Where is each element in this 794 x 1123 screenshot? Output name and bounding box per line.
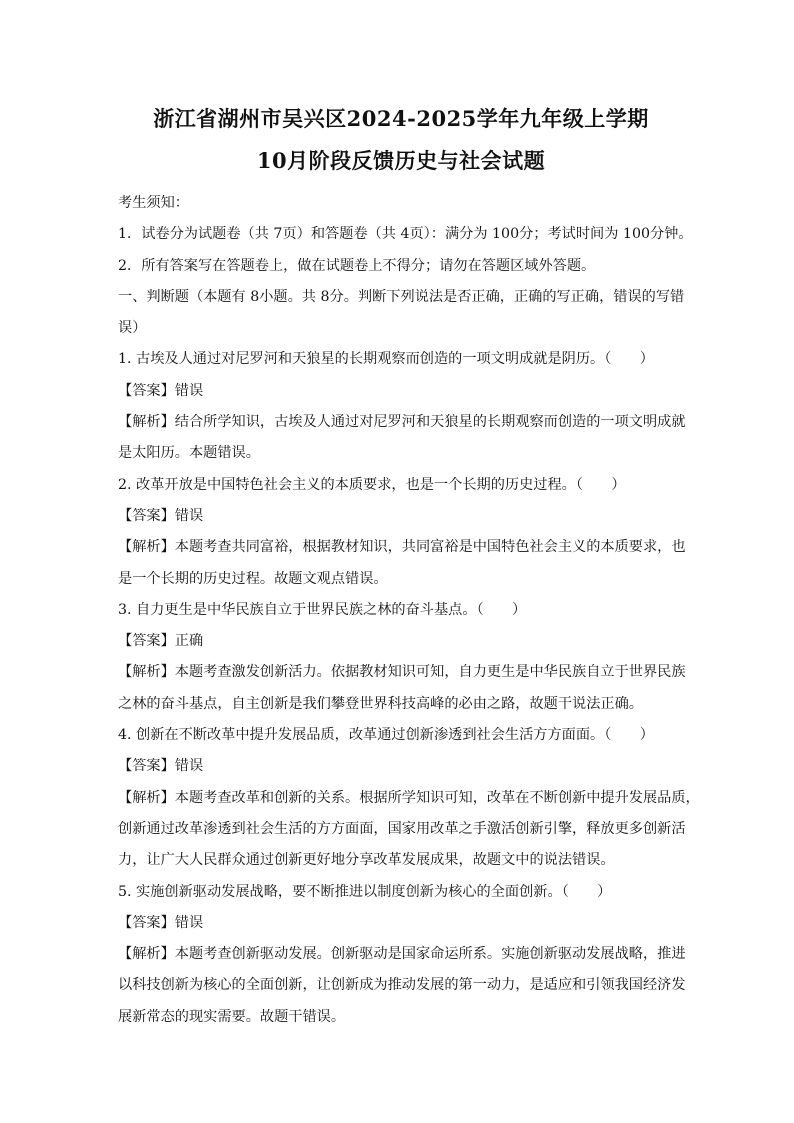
question-text: 4. 创新在不断改革中提升发展品质，改革通过创新渗透到社会生活方方面面。（ ）	[118, 727, 654, 744]
notice-item-1: 1．试卷分为试题卷（共 7页）和答题卷（共 4页）：满分为 100分；考试时间为 100分钟。	[118, 226, 693, 243]
analysis-text: 【解析】本题考查创新驱动发展。创新驱动是国家命运所系。实施创新驱动发展战略，推进	[118, 946, 686, 963]
notice-item-2: 2．所有答案写在答题卷上，做在试题卷上不得分；请勿在答题区域外答题。	[118, 257, 596, 274]
question-block-4	[118, 720, 700, 876]
analysis-text: 展新常态的现实需要。故题干错误。	[118, 1008, 346, 1025]
section-heading-line-1: 一、判断题（本题有 8小题。共 8分。判断下列说法是否正确，正确的写正确，错误的写错	[118, 288, 685, 305]
answer-text: 【答案】错误	[118, 758, 204, 775]
question-block-3	[118, 595, 684, 720]
question-text: 1. 古埃及人通过对尼罗河和天狼星的长期观察而创造的一项文明成就是阴历。（ ）	[118, 351, 654, 368]
analysis-text: 【解析】结合所学知识，古埃及人通过对尼罗河和天狼星的长期观察而创造的一项文明成就	[118, 414, 686, 431]
answer-text: 【答案】错误	[118, 507, 204, 524]
question-text: 5. 实施创新驱动发展战略，要不断推进以制度创新为核心的全面创新。（ ）	[118, 883, 612, 900]
analysis-text: 【解析】本题考查改革和创新的关系。根据所学知识可知，改革在不断创新中提升发展品质，	[118, 789, 700, 806]
question-block-5	[118, 877, 684, 1033]
document-title-line-2: 10月阶段反馈历史与社会试题	[256, 148, 546, 173]
notice-heading: 考生须知：	[118, 195, 189, 211]
question-text: 2. 改革开放是中国特色社会主义的本质要求，也是一个长期的历史过程。（ ）	[118, 476, 626, 493]
analysis-text: 是一个长期的历史过程。故题文观点错误。	[118, 570, 388, 587]
question-block-1	[118, 344, 684, 469]
document-title-line-1: 浙江省湖州市吴兴区2024-2025学年九年级上学期	[153, 106, 649, 131]
question-block-2	[118, 470, 684, 595]
analysis-text: 以科技创新为核心的全面创新，让创新成为推动发展的第一动力，是适应和引领我国经济发	[118, 977, 686, 994]
answer-text: 【答案】错误	[118, 914, 204, 931]
answer-text: 【答案】正确	[118, 633, 204, 650]
answer-text: 【答案】错误	[118, 382, 204, 399]
question-text: 3. 自力更生是中华民族自立于世界民族之林的奋斗基点。（ ）	[118, 601, 527, 618]
analysis-text: 是太阳历。本题错误。	[118, 445, 260, 462]
analysis-text: 创新通过改革渗透到社会生活的方方面面，国家用改革之手激活创新引擎，释放更多创新活	[118, 820, 686, 837]
analysis-text: 之林的奋斗基点，自主创新是我们攀登世界科技高峰的必由之路，故题干说法正确。	[118, 695, 643, 712]
analysis-text: 力，让广大人民群众通过创新更好地分享改革发展成果，故题文中的说法错误。	[118, 852, 615, 869]
section-heading-line-2: 误）	[118, 320, 147, 337]
analysis-text: 【解析】本题考查共同富裕，根据教材知识，共同富裕是中国特色社会主义的本质要求，也	[118, 539, 686, 556]
analysis-text: 【解析】本题考查激发创新活力。依据教材知识可知，自力更生是中华民族自立于世界民族	[118, 664, 686, 681]
